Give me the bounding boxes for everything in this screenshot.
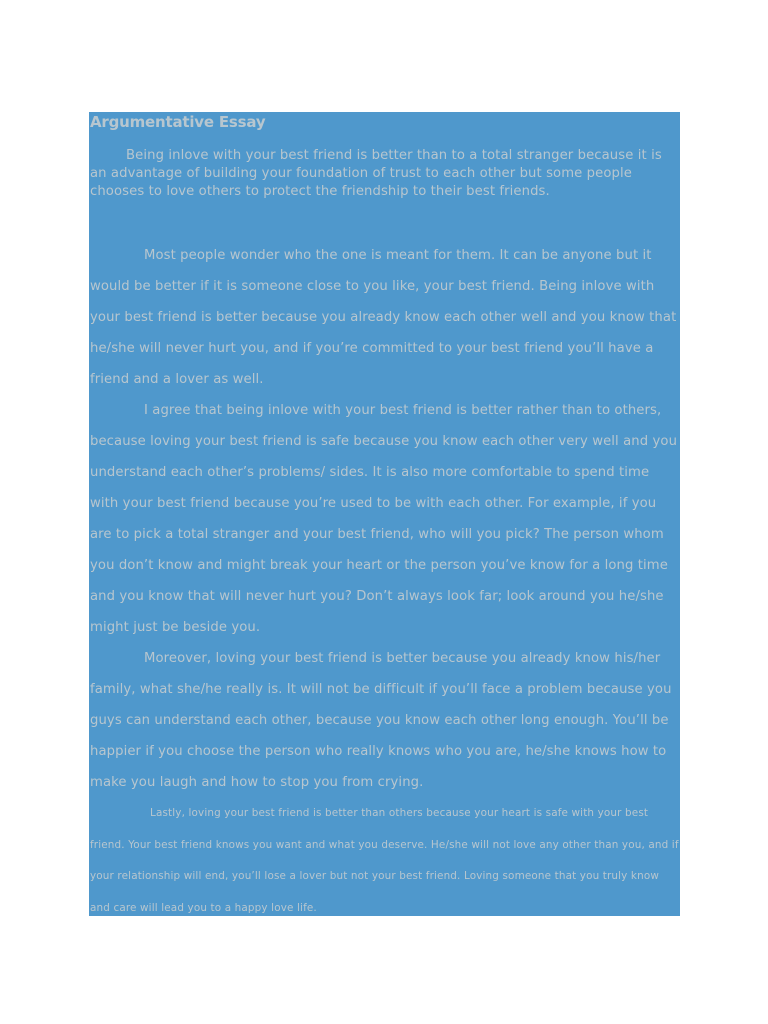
essay-block — [89, 112, 680, 916]
essay-title: Argumentative Essay — [90, 113, 266, 131]
body-paragraph-2: I agree that being inlove with your best friend is better rather than to others, because loving your best friend is safe because you know each other very well and you understand each other’s problems/ sides. It is also more comfortable to spend time with your best friend because you’re used to be with each other. For example, if you are to pick a total stranger and your best friend, who will you pick? The person whom you don’t know and might break your heart or the person you’ve know for a long time and you know that will never hurt you? Don’t always look far; look around you he/she might just be beside you. — [90, 403, 678, 635]
closing-paragraph: Lastly, loving your best friend is better than others because your heart is safe with your best friend. Your best friend knows you want and what you deserve. He/she will not love any other than you, and if your relationship will end, you’ll lose a lover but not your best friend. Loving someone that you truly know and care will lead you to a happy love life. — [90, 807, 679, 914]
intro-paragraph: Being inlove with your best friend is better than to a total stranger because it is an advantage of building your foundation of trust to each other but some people chooses to love others to protect the friendship to their best friends. — [90, 148, 662, 199]
body-paragraph-1: Most people wonder who the one is meant for them. It can be anyone but it would be better if it is someone close to you like, your best friend. Being inlove with your best friend is better because you already know each other well and you know that he/she will never hurt you, and if you’re committed to your best friend you’ll have a friend and a lover as well. — [90, 248, 677, 387]
body-paragraph-3: Moreover, loving your best friend is better because you already know his/her family, what she/he really is. It will not be difficult if you’ll face a problem because you guys can understand each other, because you know each other long enough. You’ll be happier if you choose the person who really knows who you are, he/she knows how to make you laugh and how to stop you from crying. — [90, 651, 672, 790]
